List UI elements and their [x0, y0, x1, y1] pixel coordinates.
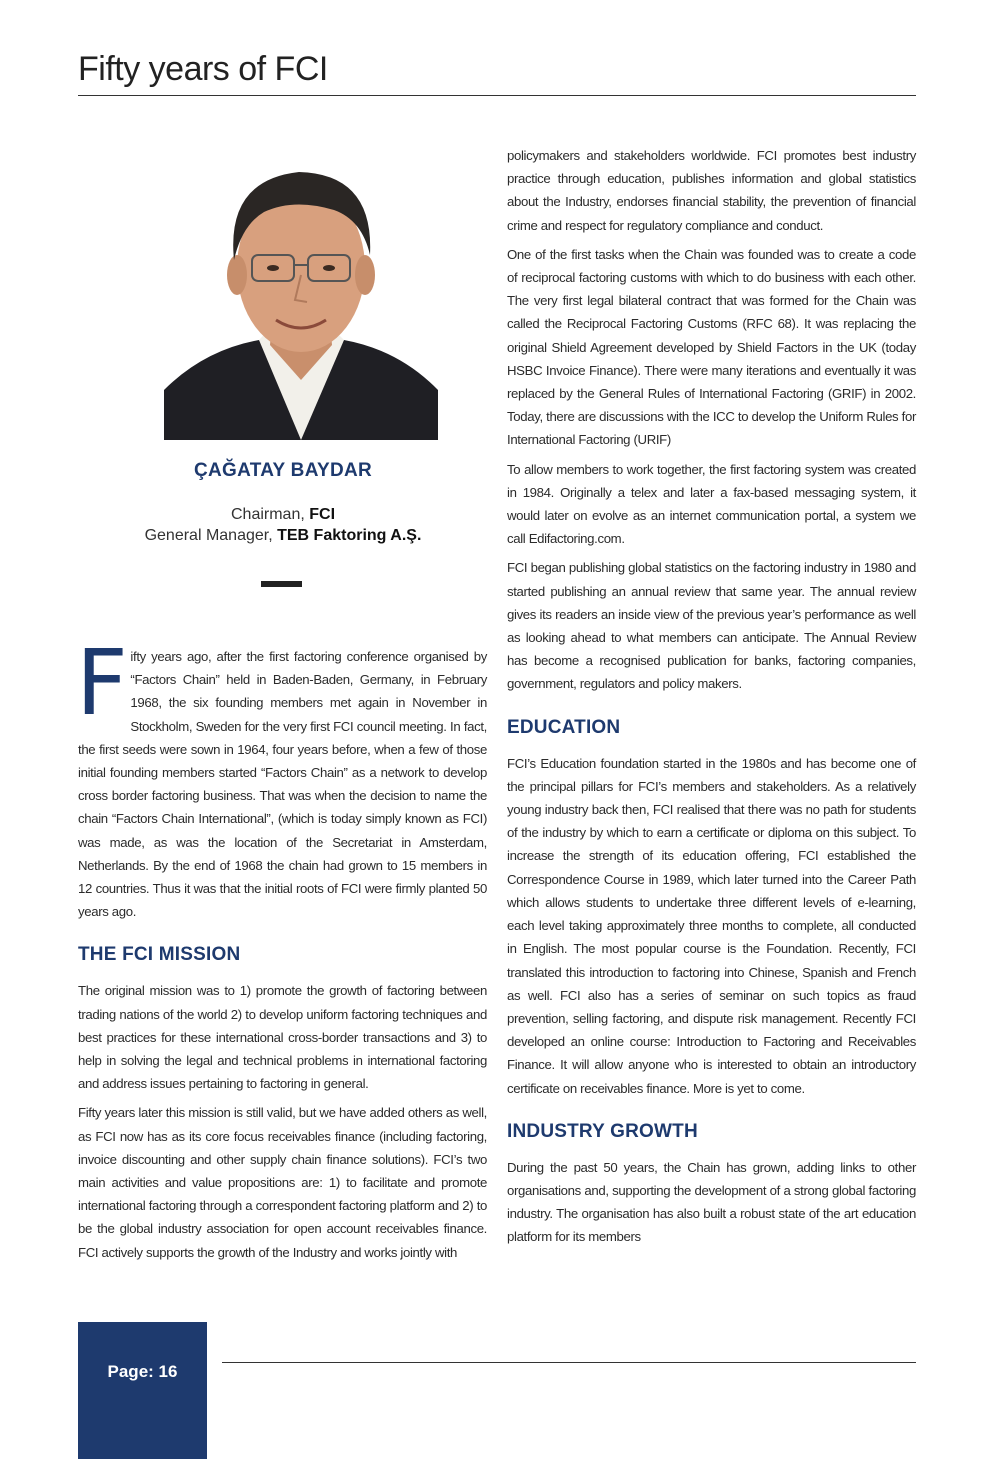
- page-prefix: Page:: [107, 1362, 159, 1381]
- intro-paragraph: [76, 631, 487, 923]
- page-number-box: [78, 1322, 207, 1459]
- page-title: Fifty years of FCI: [78, 50, 328, 88]
- page-value: 16: [158, 1362, 178, 1381]
- role-title: General Manager,: [144, 527, 278, 544]
- profile-role-general-manager: [78, 527, 488, 545]
- body-paragraph: FCI began publishing global statistics on the factoring industry in 1980 and started publishing an annual review that same year. The annual review gives its readers an inside view of the previous year’s performance as well as looking ahead to what members can anticipate. The Annual Review has become a recognised publication for banks, factoring companies, government, regulators and policy makers.: [507, 560, 916, 692]
- growth-paragraph: During the past 50 years, the Chain has grown, adding links to other organisations and, supporting the development of a strong global factoring industry. The organisation has also built a robust state of the art education platform for its members: [507, 1159, 916, 1245]
- portrait-photo: [164, 150, 438, 440]
- body-paragraph: One of the first tasks when the Chain was founded was to create a code of reciprocal factoring customs with which to do business with each other. The very first legal bilateral contract that was formed for the Chain was called the Reciprocal Factoring Customs (RFC 68). It was replacing the original Shield Agreement developed by Shield Factors in the UK (today HSBC Invoice Finance). There were many iterations and eventually it was replaced by the General Rules of International Factoring (GRIF) in 2002. Today, there are discussions with the ICC to develop the Uniform Rules for International Factoring (URIF): [507, 246, 916, 448]
- page-number: [78, 1362, 207, 1382]
- profile-name: ÇAĞATAY BAYDAR: [193, 460, 373, 481]
- left-column: [76, 631, 487, 1270]
- section-heading-education: EDUCATION: [507, 716, 621, 738]
- body-paragraph: To allow members to work together, the first factoring system was created in 1984. Originally a telex and later a fax-based messaging system, it would later on evolve as an internet communication portal, a system we call Edifactoring.com.: [507, 461, 916, 547]
- role-title: Chairman,: [230, 506, 310, 523]
- section-heading-industry-growth: INDUSTRY GROWTH: [507, 1120, 698, 1142]
- intro-text: ifty years ago, after the first factoring conference organised by “Factors Chain” held in Baden-Baden, Germany, in February 1968, the six founding members met again in November in Stockholm, Sweden for the very first FCI council meeting. In fact, the first seeds were sown in 1964, four years before, when a few of those initial founding members started “Factors Chain” as a network to develop cross border factoring business. That was when the decision to name the chain “Factors Chain International”, (which is today simply known as FCI) was made, as was the location of the Secretariat in Amsterdam, Netherlands. By the end of 1968 the chain had grown to 15 members in 12 countries. Thus it was that the initial roots of FCI were firmly planted 50 years ago.: [78, 649, 487, 920]
- role-org: TEB Faktoring A.Ş.: [277, 527, 422, 544]
- role-org: FCI: [309, 506, 336, 523]
- mission-paragraph-1: The original mission was to 1) promote the growth of factoring between trading nations of the world 2) to develop uniform factoring techniques and best practices for these international cross-border transactions and 3) to help in solving the legal and technical problems in international factoring and address issues pertaining to factoring in general.: [78, 983, 487, 1092]
- footer-divider: [222, 1362, 916, 1363]
- profile-role-chairman: [78, 506, 488, 524]
- section-heading-mission: THE FCI MISSION: [78, 944, 241, 966]
- body-paragraph: policymakers and stakeholders worldwide. FCI promotes best industry practice through education, publishes information and global statistics about the Industry, endorses financial stability, the prevention of financial crime and respect for regulatory compliance and conduct.: [507, 148, 916, 233]
- drop-cap: F: [76, 631, 128, 736]
- right-column: [507, 144, 916, 1255]
- education-paragraph: FCI’s Education foundation started in the 1980s and has become one of the principal pillars for FCI’s members and stakeholders. As a relatively young industry back then, FCI realised that there was no path for students of the industry by which to earn a certificate or diploma on this subject. To increase the strength of its education offering, FCI established the Correspondence Course in 1989, which later turned into the Career Path which allows students to undertake three different levels of e-learning, each level taking approximately three months to complete, all conducted in English. The most popular course is the Foundation. Recently, FCI translated this introduction to factoring into Chinese, Spanish and French as well. FCI also has a series of seminar on such topics as fraud prevention, selling factoring, and dispute risk management. Recently FCI developed an online course: Introduction to Factoring and Receivables Finance. It will allow anyone who is interested to obtain an introductory certificate on receivables finance. More is yet to come.: [507, 755, 916, 1096]
- mission-paragraph-2: Fifty years later this mission is still valid, but we have added others as well, as FCI now has as its core focus receivables finance (including factoring, invoice discounting and other supply chain finance solutions). FCI’s two main activities and value propositions are: 1) to facilitate and promote international factoring through a correspondent factoring platform and 2) to be the global industry association for open account receivables finance. FCI actively supports the growth of the Industry and works jointly with: [78, 1105, 487, 1260]
- title-divider: [78, 95, 916, 96]
- decorative-dash: [261, 581, 302, 587]
